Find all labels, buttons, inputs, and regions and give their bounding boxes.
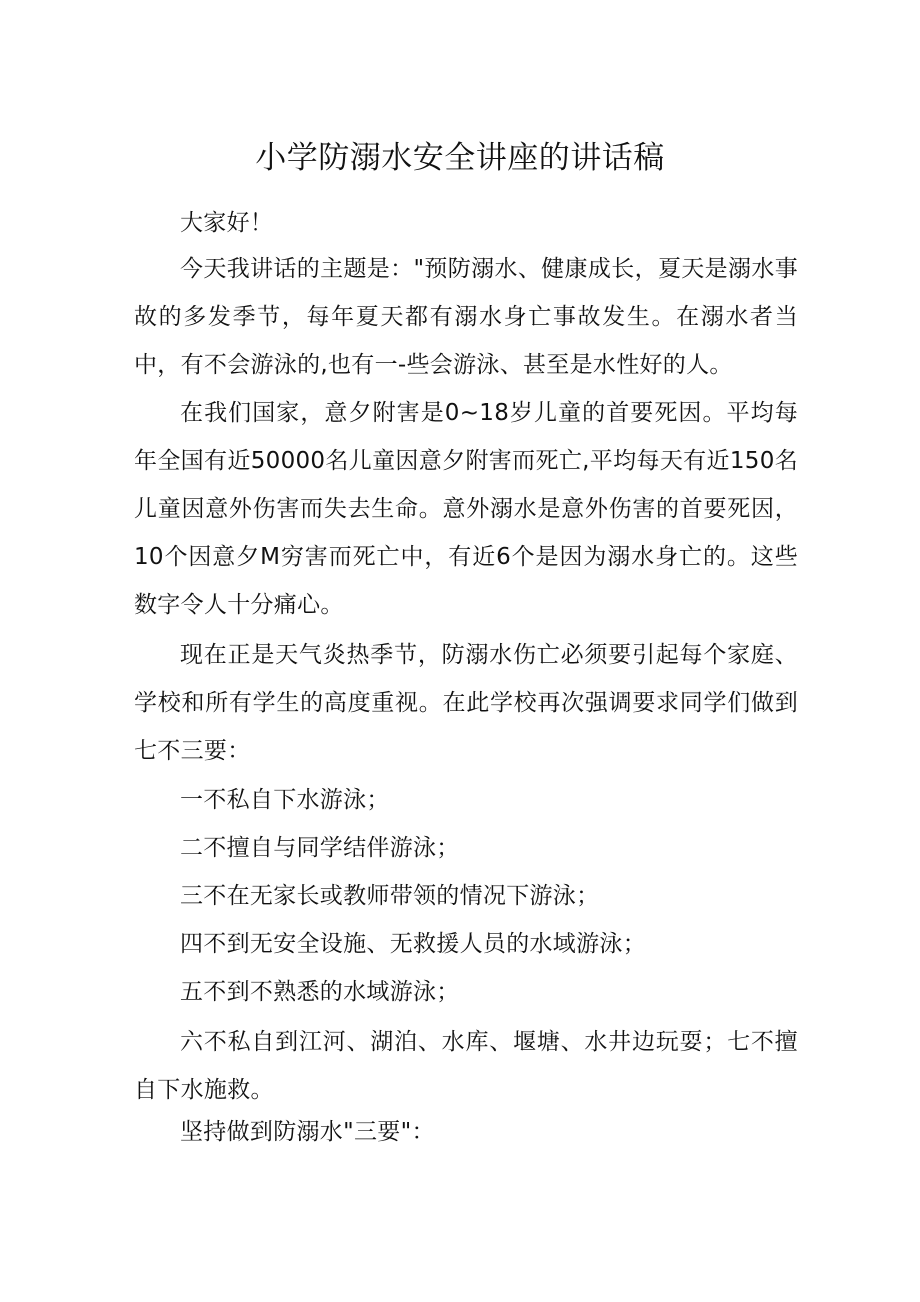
paragraph-statistics bbox=[134, 389, 798, 629]
seven-nots-list bbox=[134, 824, 798, 872]
seven-nots-list bbox=[134, 872, 798, 920]
paragraph-topic bbox=[134, 245, 798, 389]
list-item: 五不到不熟悉的水域游泳； bbox=[180, 979, 460, 1005]
three-musts-block bbox=[134, 1108, 798, 1156]
greeting: 大家好！ bbox=[180, 210, 274, 236]
paragraph: 现在正是天气炎热季节，防溺水伤亡必须要引起每个家庭、学校和所有学生的高度重视。在此学校再次强调要求同学们做到七不三要： bbox=[134, 642, 798, 764]
document-title: 小学防溺水安全讲座的讲话稿 bbox=[255, 140, 665, 176]
seven-nots-list bbox=[134, 776, 798, 824]
list-item: 二不擅自与同学结伴游泳； bbox=[180, 835, 460, 861]
seven-nots-list bbox=[134, 1018, 798, 1114]
paragraph: 今天我讲话的主题是："预防溺水、健康成长，夏天是溺水事故的多发季节，每年夏天都有溺水身亡事故发生。在溺水者当中，有不会游泳的,也有一-些会游泳、甚至是水性好的人。 bbox=[134, 256, 798, 378]
list-item: 三不在无家长或教师带领的情况下游泳； bbox=[180, 883, 600, 909]
list-item: 一不私自下水游泳； bbox=[180, 787, 390, 813]
list-item: 四不到无安全设施、无救援人员的水域游泳； bbox=[180, 931, 646, 957]
seven-nots-list bbox=[134, 968, 798, 1016]
three-musts-heading: 坚持做到防溺水"三要"： bbox=[180, 1119, 435, 1145]
seven-nots-list bbox=[134, 920, 798, 968]
list-item: 六不私自到江河、湖泊、水库、堰塘、水井边玩耍；七不擅自下水施救。 bbox=[134, 1029, 798, 1103]
paragraph-requirements bbox=[134, 631, 798, 775]
greeting-block bbox=[134, 199, 798, 247]
paragraph: 在我们国家，意夕附害是0~18岁儿童的首要死因。平均每年全国有近50000名儿童因意夕附害而死亡,平均每天有近150名儿童因意外伤害而失去生命。意外溺水是意外伤害的首要死因，10个因意夕M穷害而死亡中，有近6个是因为溺水身亡的。这些数字令人十分痛心。 bbox=[134, 400, 798, 618]
